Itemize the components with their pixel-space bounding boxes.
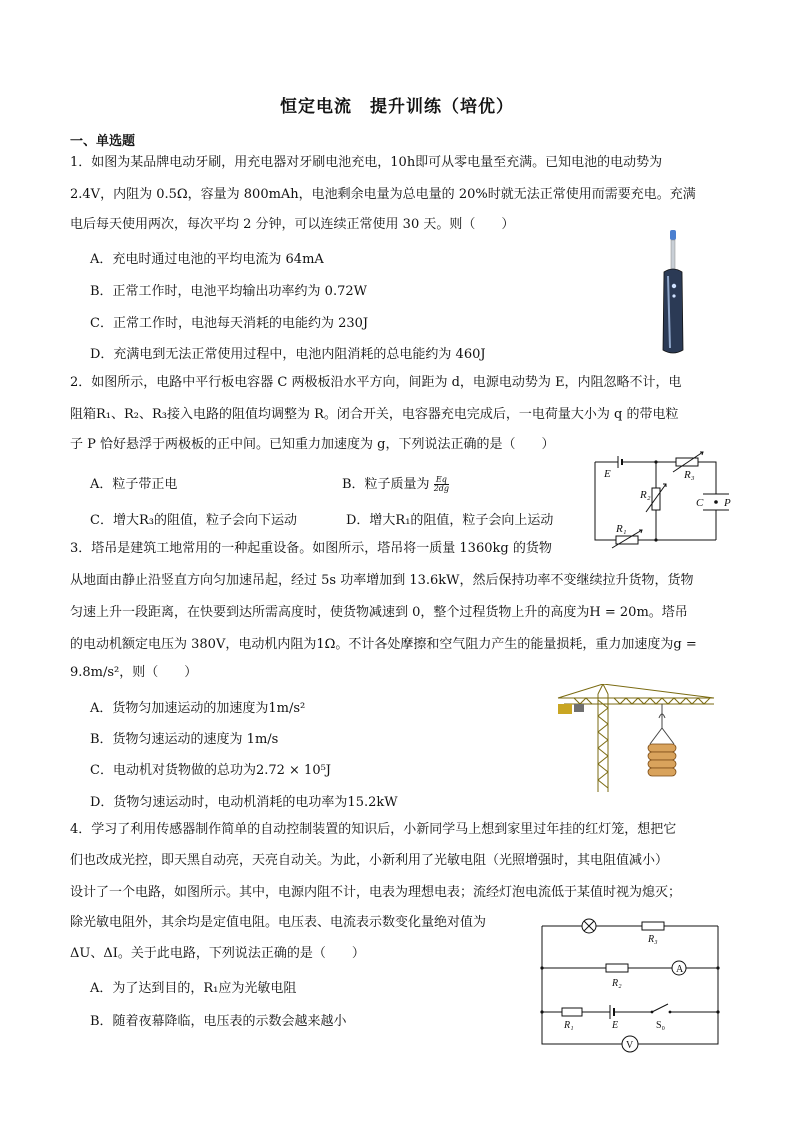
q2-option-c: C．增大R₃的阻值，粒子会向下运动 xyxy=(90,513,297,528)
fig-label-R2: R₂ xyxy=(612,978,622,989)
q1-line-1: 1．如图为某品牌电动牙刷，用充电器对牙刷电池充电，10h即可从零电量至充满。已知电池的电动势为 xyxy=(70,155,663,170)
q2-line-3: 子 P 恰好悬浮于两极板的正中间。已知重力加速度为 g，下列说法正确的是（ ） xyxy=(70,437,555,452)
q4-line-1: 4．学习了利用传感器制作简单的自动控制装置的知识后，小新同学马上想到家里过年挂的红灯笼，想把它 xyxy=(70,822,677,837)
q2-option-b xyxy=(342,473,449,493)
q4-option-a: A．为了达到目的，R₁应为光敏电阻 xyxy=(90,981,297,996)
q3-line-2: 从地面由静止沿竖直方向匀加速吊起，经过 5s 功率增加到 13.6kW，然后保持功率不变继续拉升货物，货物 xyxy=(70,573,694,588)
q4-line-3: 设计了一个电路，如图所示。其中，电源内阻不计，电表为理想电表；流经灯泡电流低于某值时视为熄灭； xyxy=(70,885,682,900)
page-title: 恒定电流 提升训练（培优） xyxy=(280,97,514,117)
q2-option-d: D．增大R₁的阻值，粒子会向上运动 xyxy=(346,513,554,528)
fig-label-R2: R₂ xyxy=(640,489,651,501)
fig-label-E: E xyxy=(612,1020,619,1031)
q2-line-1: 2．如图所示，电路中平行板电容器 C 两极板沿水平方向，间距为 d，电源电动势为 E，内阻忽略不计，电 xyxy=(70,375,682,390)
q3-option-a: A．货物匀加速运动的加速度为1m/s² xyxy=(90,701,306,716)
q1-option-c: C．正常工作时，电池每天消耗的电能约为 230J xyxy=(90,316,369,331)
fraction-numerator: Eq xyxy=(434,476,449,485)
q2-option-b-fraction xyxy=(434,476,449,493)
fig-label-voltmeter: V xyxy=(626,1040,634,1051)
fig-label-E: E xyxy=(604,468,611,480)
section-heading: 一、单选题 xyxy=(70,134,136,149)
q2-option-b-text: B．粒子质量为 xyxy=(342,477,430,492)
fraction-denominator: 2dg xyxy=(433,484,450,493)
circuit-diagram-lantern xyxy=(538,918,722,1054)
q3-option-c: C．电动机对货物做的总功为2.72 × 10⁵J xyxy=(90,763,332,778)
q4-line-5: ΔU、ΔI。关于此电路，下列说法正确的是（ ） xyxy=(70,946,365,961)
q3-option-b: B．货物匀速运动的速度为 1m/s xyxy=(90,732,279,747)
q1-line-2: 2.4V，内阻为 0.5Ω，容量为 800mAh，电池剩余电量为总电量的 20%时就无法正常使用而需要充电。充满 xyxy=(70,187,696,202)
fig-label-ammeter: A xyxy=(676,964,684,975)
q3-line-5: 9.8m/s²，则（ ） xyxy=(70,665,198,680)
q4-option-b: B．随着夜幕降临，电压表的示数会越来越小 xyxy=(90,1014,347,1029)
q3-line-4: 的电动机额定电压为 380V，电动机内阻为1Ω。不计各处摩擦和空气阻力产生的能量损耗，重力加速度为g = xyxy=(70,637,697,652)
fig-label-C: C xyxy=(696,497,704,509)
tower-crane-image xyxy=(554,684,722,794)
q2-line-2: 阻箱R₁、R₂、R₃接入电路的阻值均调整为 R。闭合开关，电容器充电完成后，一电荷量大小为 q 的带电粒 xyxy=(70,407,679,422)
circuit-diagram-capacitor xyxy=(588,450,738,550)
q3-line-3: 匀速上升一段距离，在快要到达所需高度时，使货物减速到 0，整个过程货物上升的高度为H = 20m。塔吊 xyxy=(70,605,688,620)
fig-label-S0: S₀ xyxy=(656,1020,666,1031)
q1-option-b: B．正常工作时，电池平均输出功率约为 0.72W xyxy=(90,284,367,299)
q1-option-a: A．充电时通过电池的平均电流为 64mA xyxy=(90,252,324,267)
q3-option-d: D．货物匀速运动时，电动机消耗的电功率为15.2kW xyxy=(90,795,398,810)
q2-option-a: A．粒子带正电 xyxy=(90,477,178,492)
electric-toothbrush-image xyxy=(652,228,692,358)
q1-line-3: 电后每天使用两次，每次平均 2 分钟，可以连续正常使用 30 天。则（ ） xyxy=(70,217,515,232)
fig-label-R3: R₃ xyxy=(684,469,695,481)
q3-line-1: 3．塔吊是建筑工地常用的一种起重设备。如图所示，塔吊将一质量 1360kg 的货物 xyxy=(70,541,552,556)
fig-label-P: P xyxy=(724,497,731,509)
fig-label-R1: R₁ xyxy=(564,1020,574,1031)
fig-label-R3: R₃ xyxy=(648,934,658,945)
q4-line-4: 除光敏电阻外，其余均是定值电阻。电压表、电流表示数变化量绝对值为 xyxy=(70,915,487,930)
q1-option-d: D．充满电到无法正常使用过程中，电池内阻消耗的总电能约为 460J xyxy=(90,347,486,362)
fig-label-R1: R₁ xyxy=(616,523,627,535)
q4-line-2: 们也改成光控，即天黑自动亮，天亮自动关。为此，小新利用了光敏电阻（光照增强时，其电阻值减小） xyxy=(70,853,669,868)
